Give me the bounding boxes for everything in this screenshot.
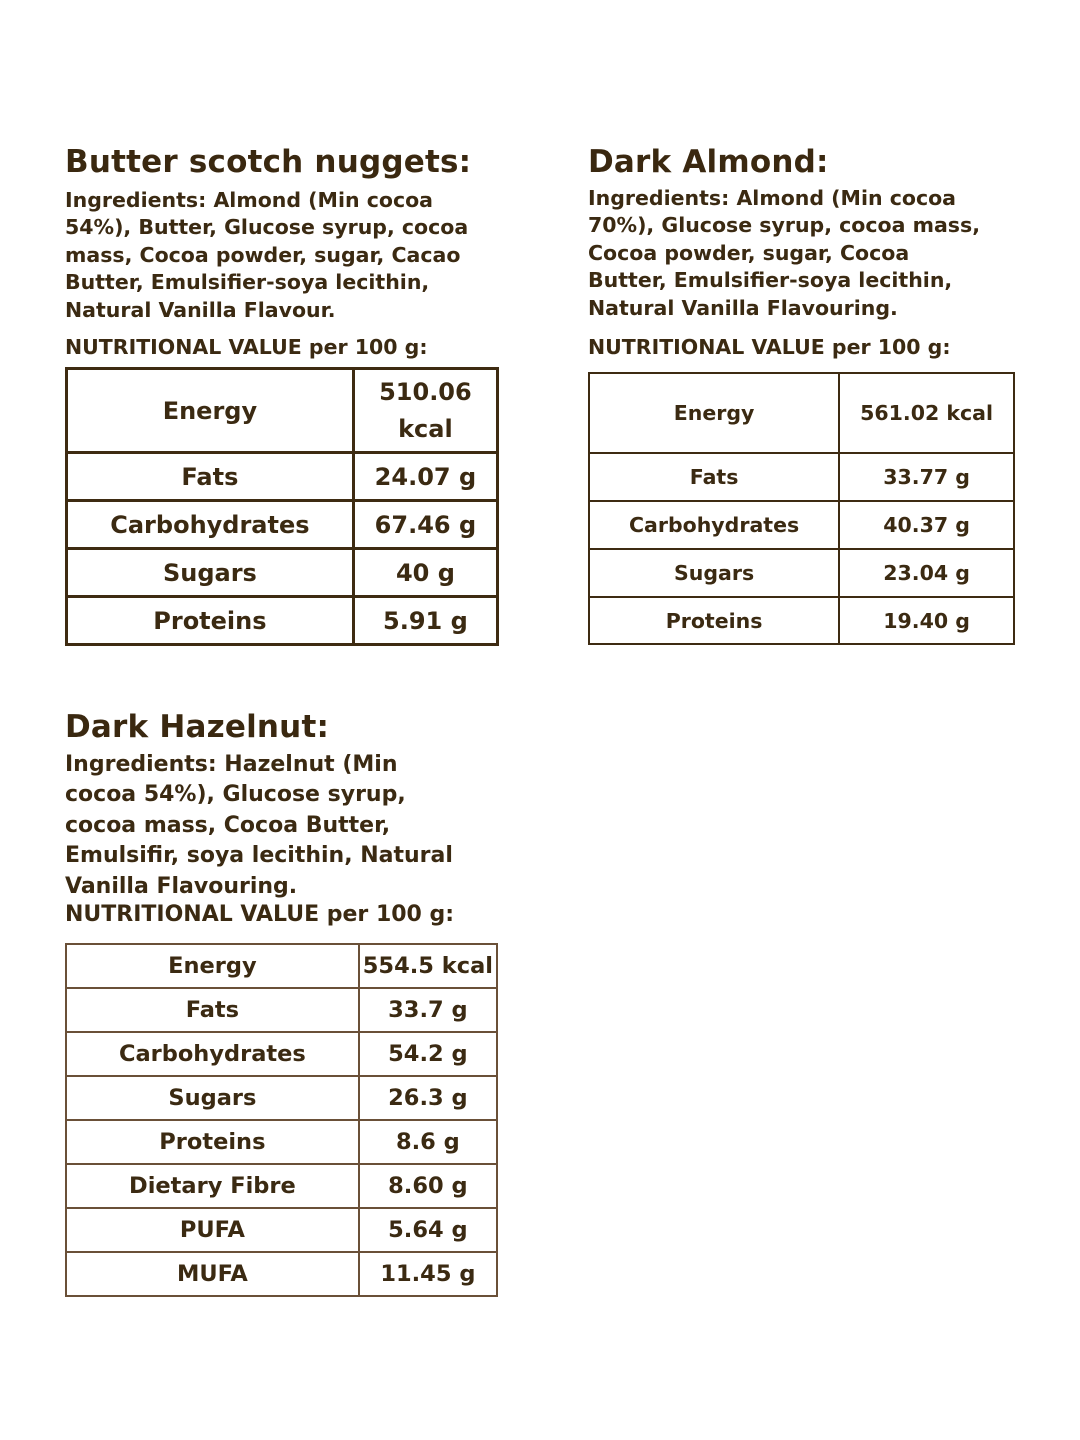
nutrient-value: 40 g xyxy=(353,549,497,597)
nutrient-label: Proteins xyxy=(66,1120,359,1164)
table-row xyxy=(589,549,1014,597)
table-row xyxy=(66,1164,497,1208)
nutrient-label: Carbohydrates xyxy=(66,1032,359,1076)
dark-hazelnut-nutrition-table xyxy=(65,943,498,1297)
nutrient-value: 510.06 kcal xyxy=(353,369,497,453)
nutrient-value: 24.07 g xyxy=(353,453,497,501)
table-row xyxy=(66,1076,497,1120)
table-row xyxy=(66,1208,497,1252)
butterscotch-nutrition-table xyxy=(65,367,499,646)
table-row xyxy=(67,549,498,597)
nutrient-label: Fats xyxy=(66,988,359,1032)
table-row xyxy=(589,453,1014,501)
table-row xyxy=(66,1032,497,1076)
dark-almond-nutrition-table xyxy=(588,372,1015,645)
nutrient-label: Proteins xyxy=(589,597,839,644)
nutrient-value: 40.37 g xyxy=(839,501,1014,549)
nutrient-label: Energy xyxy=(66,944,359,988)
nutrient-label: Sugars xyxy=(66,1076,359,1120)
table-row xyxy=(67,453,498,501)
nutrient-label: PUFA xyxy=(66,1208,359,1252)
nutrient-value: 23.04 g xyxy=(839,549,1014,597)
dark-almond-title: Dark Almond: xyxy=(588,144,829,180)
nutrient-value: 54.2 g xyxy=(359,1032,497,1076)
dark-almond-ingredients: Ingredients: Almond (Min cocoa 70%), Glucose syrup, cocoa mass, Cocoa powder, sugar, Cocoa Butter, Emulsifier-soya lecithin, Natural Vanilla Flavouring. xyxy=(588,185,980,320)
nutrient-value: 33.7 g xyxy=(359,988,497,1032)
table-row xyxy=(66,1252,497,1296)
nutrient-value: 5.64 g xyxy=(359,1208,497,1252)
dark-hazelnut-ingredients: Ingredients: Hazelnut (Min cocoa 54%), Glucose syrup, cocoa mass, Cocoa Butter, Emulsifir, soya lecithin, Natural Vanilla Flavouring. xyxy=(65,751,453,899)
dark-hazelnut-title: Dark Hazelnut: xyxy=(65,709,330,745)
butterscotch-ingredients: Ingredients: Almond (Min cocoa 54%), Butter, Glucose syrup, cocoa mass, Cocoa powder, sugar, Cacao Butter, Emulsifier-soya lecithin, Natural Vanilla Flavour. xyxy=(65,187,469,322)
table-row xyxy=(589,373,1014,453)
nutrient-label: Dietary Fibre xyxy=(66,1164,359,1208)
nutrient-value: 8.60 g xyxy=(359,1164,497,1208)
table-row xyxy=(66,1120,497,1164)
butterscotch-nutrition-heading: NUTRITIONAL VALUE per 100 g: xyxy=(65,335,428,359)
nutrient-value: 561.02 kcal xyxy=(839,373,1014,453)
dark-hazelnut-section xyxy=(65,710,525,902)
dark-almond-section xyxy=(588,145,1028,322)
nutrient-label: Fats xyxy=(589,453,839,501)
table-row xyxy=(66,944,497,988)
nutrient-label: MUFA xyxy=(66,1252,359,1296)
table-row xyxy=(66,988,497,1032)
table-row xyxy=(67,501,498,549)
nutrient-label: Fats xyxy=(67,453,354,501)
nutrient-value: 11.45 g xyxy=(359,1252,497,1296)
nutrient-label: Proteins xyxy=(67,597,354,645)
nutrient-value: 19.40 g xyxy=(839,597,1014,644)
nutrient-value: 8.6 g xyxy=(359,1120,497,1164)
nutrient-label: Sugars xyxy=(589,549,839,597)
nutrient-label: Energy xyxy=(67,369,354,453)
dark-almond-nutrition-heading: NUTRITIONAL VALUE per 100 g: xyxy=(588,335,951,359)
nutrient-value: 5.91 g xyxy=(353,597,497,645)
butterscotch-title: Butter scotch nuggets: xyxy=(65,144,472,180)
nutrient-value: 33.77 g xyxy=(839,453,1014,501)
table-row xyxy=(67,369,498,453)
butterscotch-section xyxy=(65,145,505,324)
dark-hazelnut-nutrition-heading: NUTRITIONAL VALUE per 100 g: xyxy=(65,902,455,927)
table-row xyxy=(589,501,1014,549)
nutrient-label: Carbohydrates xyxy=(67,501,354,549)
nutrient-value: 554.5 kcal xyxy=(359,944,497,988)
nutrient-label: Carbohydrates xyxy=(589,501,839,549)
nutrient-value: 67.46 g xyxy=(353,501,497,549)
nutrient-label: Sugars xyxy=(67,549,354,597)
table-row xyxy=(67,597,498,645)
table-row xyxy=(589,597,1014,644)
nutrient-value: 26.3 g xyxy=(359,1076,497,1120)
nutrient-label: Energy xyxy=(589,373,839,453)
